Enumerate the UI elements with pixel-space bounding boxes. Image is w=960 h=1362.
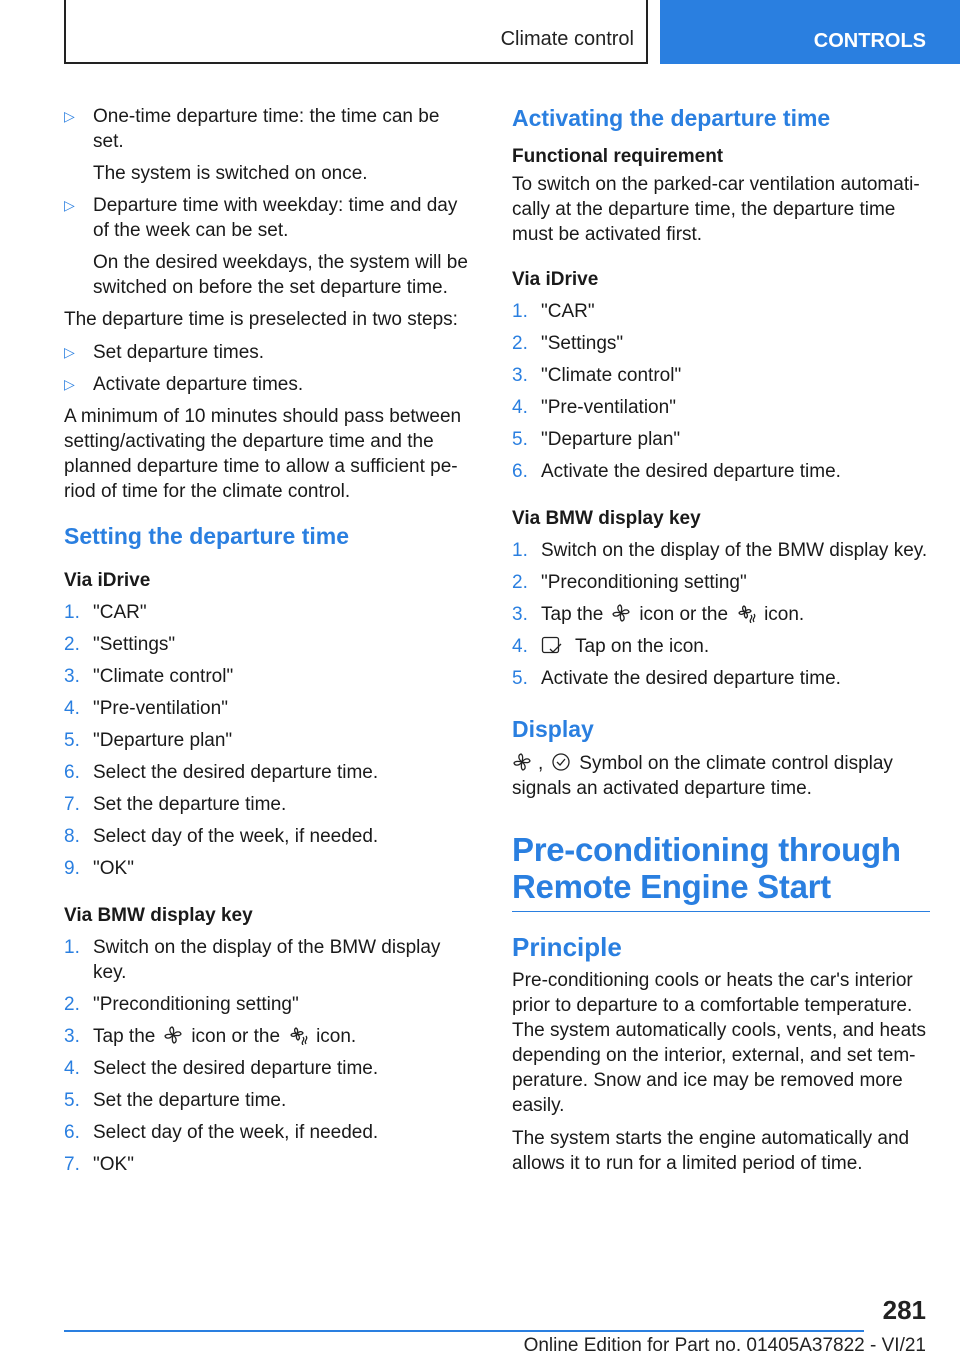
bullet-subtext: The system is switched on once.: [93, 163, 368, 184]
idrive-heading: Via iDrive: [64, 570, 151, 591]
list-item: 1. Switch on the display of the BMW display key.: [512, 540, 928, 561]
idrive-steps-list: [64, 600, 474, 881]
page-number: 281: [882, 1295, 926, 1325]
bullet-item: [64, 104, 474, 186]
bullet-item: [64, 372, 474, 397]
clock-check-icon: [551, 752, 571, 772]
list-item: 3. "Climate control": [512, 365, 682, 386]
preconditioning-heading: Pre-conditioning through Remote Engine Start: [512, 831, 930, 912]
functional-requirement-heading: Functional requirement: [512, 146, 724, 167]
setting-heading: Setting the departure time: [64, 523, 349, 549]
list-item: 6. Select day of the week, if needed.: [64, 1122, 379, 1143]
bullet-text: One-time departure time: the time can be set.: [93, 106, 440, 152]
bullet-text: Activate departure times.: [93, 374, 304, 395]
schedule-checkmark-icon: [541, 635, 563, 655]
right-column: [512, 104, 930, 1184]
list-item: 5. Set the departure time.: [64, 1090, 287, 1111]
list-item: 1. "CAR": [64, 602, 147, 623]
minimum-text: A minimum of 10 minutes should pass between setting/activating the departure time and the planned departure time to allow a sufficient period of time for the climate control.: [64, 406, 462, 502]
chapter-title: Climate control: [500, 28, 634, 50]
idrive-steps-list: [512, 299, 930, 484]
footer-divider: [64, 1330, 864, 1332]
principle-heading: Principle: [512, 932, 622, 962]
list-item: 4. "Pre-ventilation": [64, 698, 228, 719]
bullet-item: [64, 193, 474, 300]
list-item: 1. Switch on the display of the BMW display key.: [64, 937, 441, 983]
list-item: 8. Select day of the week, if needed.: [64, 826, 379, 847]
bullet-text: Set departure times.: [93, 342, 265, 363]
display-heading: Display: [512, 716, 594, 742]
principle-text-1: Pre-conditioning cools or heats the car's interior prior to departure to a comfortable temperature. The system automatically cools, vents, and heats depending on the interior, external, and set temperature. Snow and ice may be removed more easily.: [512, 970, 926, 1116]
bullet-item: [64, 340, 474, 365]
list-item: 2. "Preconditioning setting": [64, 994, 299, 1015]
triangle-bullet-icon: ▷: [64, 108, 75, 124]
ventilation-icon: [512, 752, 532, 772]
list-item: 4. Tap on the icon.: [512, 636, 710, 657]
list-item: 3. Tap the icon or the icon.: [64, 1026, 357, 1047]
activating-heading: Activating the departure time: [512, 105, 831, 131]
section-title: CONTROLS: [813, 30, 926, 52]
list-item: 5. "Departure plan": [512, 429, 681, 450]
triangle-bullet-icon: ▷: [64, 344, 75, 360]
display-key-steps-list: [512, 538, 930, 691]
triangle-bullet-icon: ▷: [64, 376, 75, 392]
list-item: 9. "OK": [64, 858, 134, 879]
header-title-box: [64, 0, 648, 64]
list-item: 4. Select the desired departure time.: [64, 1058, 379, 1079]
list-item: 5. "Departure plan": [64, 730, 233, 751]
display-text-block: , Symbol on the climate control display signals an activated departure time.: [512, 753, 893, 799]
bullet-subtext: On the desired weekdays, the system will be switched on before the set departure time.: [93, 252, 468, 298]
preselect-text: The departure time is preselected in two steps:: [64, 309, 458, 330]
list-item: 1. "CAR": [512, 301, 595, 322]
list-item: 5. Activate the desired departure time.: [512, 668, 841, 689]
list-item: 6. Activate the desired departure time.: [512, 461, 841, 482]
left-column: [64, 104, 474, 1184]
list-item: 2. "Preconditioning setting": [512, 572, 747, 593]
display-key-heading: Via BMW display key: [64, 905, 253, 926]
list-item: 3. "Climate control": [64, 666, 234, 687]
list-item: 2. "Settings": [512, 333, 624, 354]
header-section-tab: [660, 0, 960, 64]
triangle-bullet-icon: ▷: [64, 197, 75, 213]
bullet-text: Departure time with weekday: time and day of the week can be set.: [93, 195, 458, 241]
footer-edition: Online Edition for Part no. 01405A37822 - VI/21: [523, 1335, 926, 1356]
display-key-steps-list: [64, 935, 474, 1177]
list-item: 4. "Pre-ventilation": [512, 397, 676, 418]
list-item: 7. Set the departure time.: [64, 794, 287, 815]
list-item: 2. "Settings": [64, 634, 176, 655]
ventilation-icon: [163, 1025, 183, 1045]
idrive-heading: Via iDrive: [512, 269, 599, 290]
principle-text-2: The system starts the engine automatically and allows it to run for a limited period of time.: [512, 1128, 910, 1174]
ventilation-icon: [611, 603, 631, 623]
list-item: 7. "OK": [64, 1154, 134, 1175]
functional-requirement-text: To switch on the parked-car ventilation automatically at the departure time, the departure time must be activated first.: [512, 174, 920, 245]
list-item: 6. Select the desired departure time.: [64, 762, 379, 783]
heating-ventilation-icon: [288, 1025, 308, 1045]
heating-ventilation-icon: [736, 603, 756, 623]
list-item: 3. Tap the icon or the icon.: [512, 604, 805, 625]
display-key-heading: Via BMW display key: [512, 508, 701, 529]
